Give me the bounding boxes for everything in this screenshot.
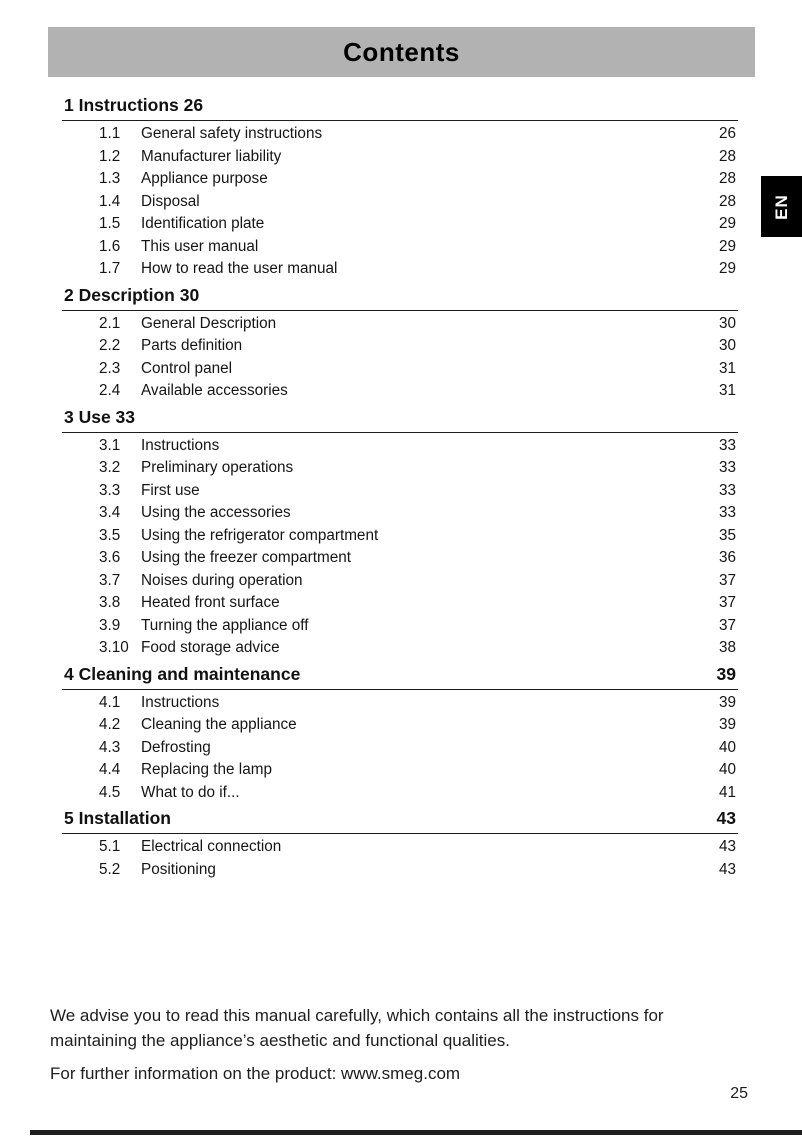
- toc-entry-title: Positioning: [141, 860, 216, 878]
- toc-entry-title: Disposal: [141, 192, 200, 210]
- toc-entry-number: 1.4: [99, 192, 121, 210]
- language-tab: [761, 176, 802, 237]
- toc-entry-title: Noises during operation: [141, 571, 303, 589]
- toc-entry: [62, 714, 738, 737]
- toc-entry-page: 28: [718, 170, 736, 187]
- toc-entry: [62, 380, 738, 403]
- toc-entry: [62, 737, 738, 760]
- toc-entry-number: 1.7: [99, 260, 121, 277]
- toc-section: [62, 405, 738, 660]
- toc-entry-title: Turning the appliance off: [141, 616, 309, 634]
- toc-entry-title: Using the accessories: [141, 504, 291, 521]
- toc-entry: [62, 213, 738, 236]
- toc-entry: [62, 123, 738, 146]
- toc-entry-title: Food storage advice: [141, 639, 280, 656]
- toc-entry-page: 28: [718, 147, 736, 165]
- toc-entry-title: First use: [141, 481, 200, 499]
- toc-entry-number: 3.4: [99, 504, 121, 521]
- toc-entry: [62, 480, 738, 503]
- toc-entry-title: Available accessories: [141, 382, 288, 399]
- toc-section: [62, 806, 738, 881]
- toc-section-header: [62, 93, 738, 121]
- toc-entry: [62, 358, 738, 381]
- toc-entry-number: 4.4: [99, 761, 121, 778]
- toc-entry-title: General Description: [141, 314, 277, 332]
- toc-entry-title: This user manual: [141, 237, 259, 255]
- toc-entry-number: 5.1: [99, 838, 121, 855]
- toc-entry-page: 39: [718, 716, 736, 733]
- toc-entry-title: Using the freezer compartment: [141, 549, 351, 566]
- toc-entry-page: 33: [718, 504, 736, 521]
- toc-section-title: 5 Installation: [64, 808, 171, 828]
- toc-entry: [62, 502, 738, 525]
- toc-entry: [62, 146, 738, 169]
- toc-entry-page: 37: [718, 594, 736, 611]
- toc-entry: [62, 859, 738, 882]
- toc-section-page: 43: [716, 808, 736, 828]
- toc-entry-number: 3.2: [99, 459, 121, 476]
- toc-entry-number: 4.1: [99, 693, 121, 711]
- toc-entry-title: Replacing the lamp: [141, 761, 272, 778]
- toc-entry-page: 26: [718, 125, 736, 142]
- footer-note: [50, 1003, 715, 1086]
- toc-entry-number: 2.2: [99, 337, 121, 354]
- toc-entry-page: 30: [718, 314, 736, 332]
- toc-entry-number: 3.1: [99, 436, 121, 454]
- toc-section-title: 2 Description 30: [64, 284, 200, 305]
- toc-entry-number: 3.3: [99, 481, 121, 499]
- toc-section-title: 1 Instructions 26: [64, 95, 204, 115]
- toc-entry-number: 4.2: [99, 716, 121, 733]
- toc-entry-number: 1.2: [99, 147, 121, 165]
- footer-website-text: For further information on the product: www.smeg.com: [50, 1064, 461, 1083]
- toc-section-title: 3 Use 33: [64, 406, 136, 427]
- toc-entry-page: 40: [718, 738, 736, 756]
- toc-entry-title: Cleaning the appliance: [141, 716, 297, 733]
- toc-entry: [62, 759, 738, 782]
- toc-entry: [62, 615, 738, 638]
- toc-entry-number: 3.7: [99, 571, 121, 589]
- toc-entry-page: 33: [718, 436, 736, 454]
- toc-section: [62, 662, 738, 805]
- toc-entry-title: Defrosting: [141, 738, 211, 756]
- toc-entry-number: 4.3: [99, 738, 121, 756]
- toc-entry-number: 1.1: [99, 125, 121, 142]
- toc-section: [62, 283, 738, 403]
- toc-entry-title: Appliance purpose: [141, 170, 268, 187]
- toc-entry: [62, 258, 738, 281]
- toc-entry-page: 36: [718, 549, 736, 566]
- bottom-edge-line: [30, 1130, 802, 1135]
- toc-entry: [62, 335, 738, 358]
- contents-title: Contents: [343, 36, 460, 67]
- toc-entry-page: 41: [718, 783, 736, 801]
- toc-entry-number: 3.8: [99, 594, 121, 611]
- toc-section-header: [62, 405, 738, 433]
- toc-section-entries: [62, 311, 738, 403]
- toc-entry: [62, 782, 738, 805]
- toc-entry-number: 5.2: [99, 860, 121, 878]
- toc-entry-page: 37: [718, 571, 736, 589]
- toc-entry-title: Preliminary operations: [141, 459, 294, 476]
- toc-section-entries: [62, 121, 738, 281]
- toc-section-header: [62, 283, 738, 311]
- toc-entry-number: 2.4: [99, 382, 121, 399]
- toc-entry-number: 1.3: [99, 170, 121, 187]
- toc-entry-page: 43: [718, 860, 736, 878]
- toc-entry-page: 29: [718, 260, 736, 277]
- toc-entry-page: 37: [718, 616, 736, 634]
- toc-entry-number: 2.3: [99, 359, 121, 377]
- toc-entry: [62, 836, 738, 859]
- toc-entry-page: 40: [718, 761, 736, 778]
- toc-entry-page: 30: [718, 337, 736, 354]
- toc-entry-title: Heated front surface: [141, 594, 280, 611]
- toc-section-title: 4 Cleaning and maintenance: [64, 663, 301, 684]
- toc-entry: [62, 692, 738, 715]
- toc-entry-title: Identification plate: [141, 215, 265, 232]
- toc-section-header: [62, 662, 738, 690]
- toc-entry-number: 4.5: [99, 783, 121, 801]
- toc-entry-page: 43: [718, 838, 736, 855]
- toc-entry: [62, 457, 738, 480]
- toc-entry-title: Control panel: [141, 359, 232, 377]
- toc-entry-title: Manufacturer liability: [141, 147, 282, 165]
- toc-entry-page: 33: [718, 481, 736, 499]
- toc-entry-title: Using the refrigerator compartment: [141, 526, 379, 544]
- toc-entry-number: 3.10: [99, 639, 129, 656]
- language-tab-label: EN: [771, 193, 791, 220]
- toc-entry: [62, 547, 738, 570]
- toc-entry-number: 1.6: [99, 237, 121, 255]
- page-number: 25: [730, 1085, 748, 1102]
- toc-entry-title: What to do if...: [141, 783, 240, 801]
- toc-entry: [62, 191, 738, 214]
- toc: [62, 93, 738, 881]
- toc-entry-page: 31: [718, 359, 736, 377]
- toc-entry-page: 39: [718, 693, 736, 711]
- toc-section-page: 39: [716, 663, 736, 684]
- toc-section-entries: [62, 690, 738, 805]
- toc-entry-page: 33: [718, 459, 736, 476]
- toc-entry-page: 31: [718, 382, 736, 399]
- toc-entry-title: Instructions: [141, 693, 220, 711]
- toc-entry-title: Instructions: [141, 436, 220, 454]
- toc-entry-number: 3.9: [99, 616, 121, 634]
- toc-entry-title: How to read the user manual: [141, 260, 338, 277]
- toc-entry: [62, 592, 738, 615]
- toc-entry-number: 1.5: [99, 215, 121, 232]
- toc-entry: [62, 435, 738, 458]
- toc-section: [62, 93, 738, 281]
- toc-entry: [62, 637, 738, 660]
- toc-entry-number: 3.6: [99, 549, 121, 566]
- toc-entry-page: 35: [718, 526, 736, 544]
- toc-entry: [62, 525, 738, 548]
- toc-entry-page: 29: [718, 237, 736, 255]
- toc-section-entries: [62, 433, 738, 660]
- toc-section-header: [62, 806, 738, 834]
- toc-entry-number: 3.5: [99, 526, 121, 544]
- toc-entry-title: Parts definition: [141, 337, 243, 354]
- toc-entry: [62, 168, 738, 191]
- contents-header-bar: [48, 27, 755, 77]
- toc-entry: [62, 313, 738, 336]
- toc-entry-page: 38: [718, 639, 736, 656]
- toc-entry-page: 28: [718, 192, 736, 210]
- toc-entry-title: Electrical connection: [141, 838, 282, 855]
- toc-entry: [62, 570, 738, 593]
- toc-entry-title: General safety instructions: [141, 125, 323, 142]
- toc-entry: [62, 236, 738, 259]
- toc-entry-page: 29: [718, 215, 736, 232]
- toc-entry-number: 2.1: [99, 314, 121, 332]
- footer-advice-text: We advise you to read this manual carefully, which contains all the instructions for maintaining the appliance’s aesthetic and functional qualities.: [50, 1006, 664, 1050]
- toc-section-entries: [62, 834, 738, 881]
